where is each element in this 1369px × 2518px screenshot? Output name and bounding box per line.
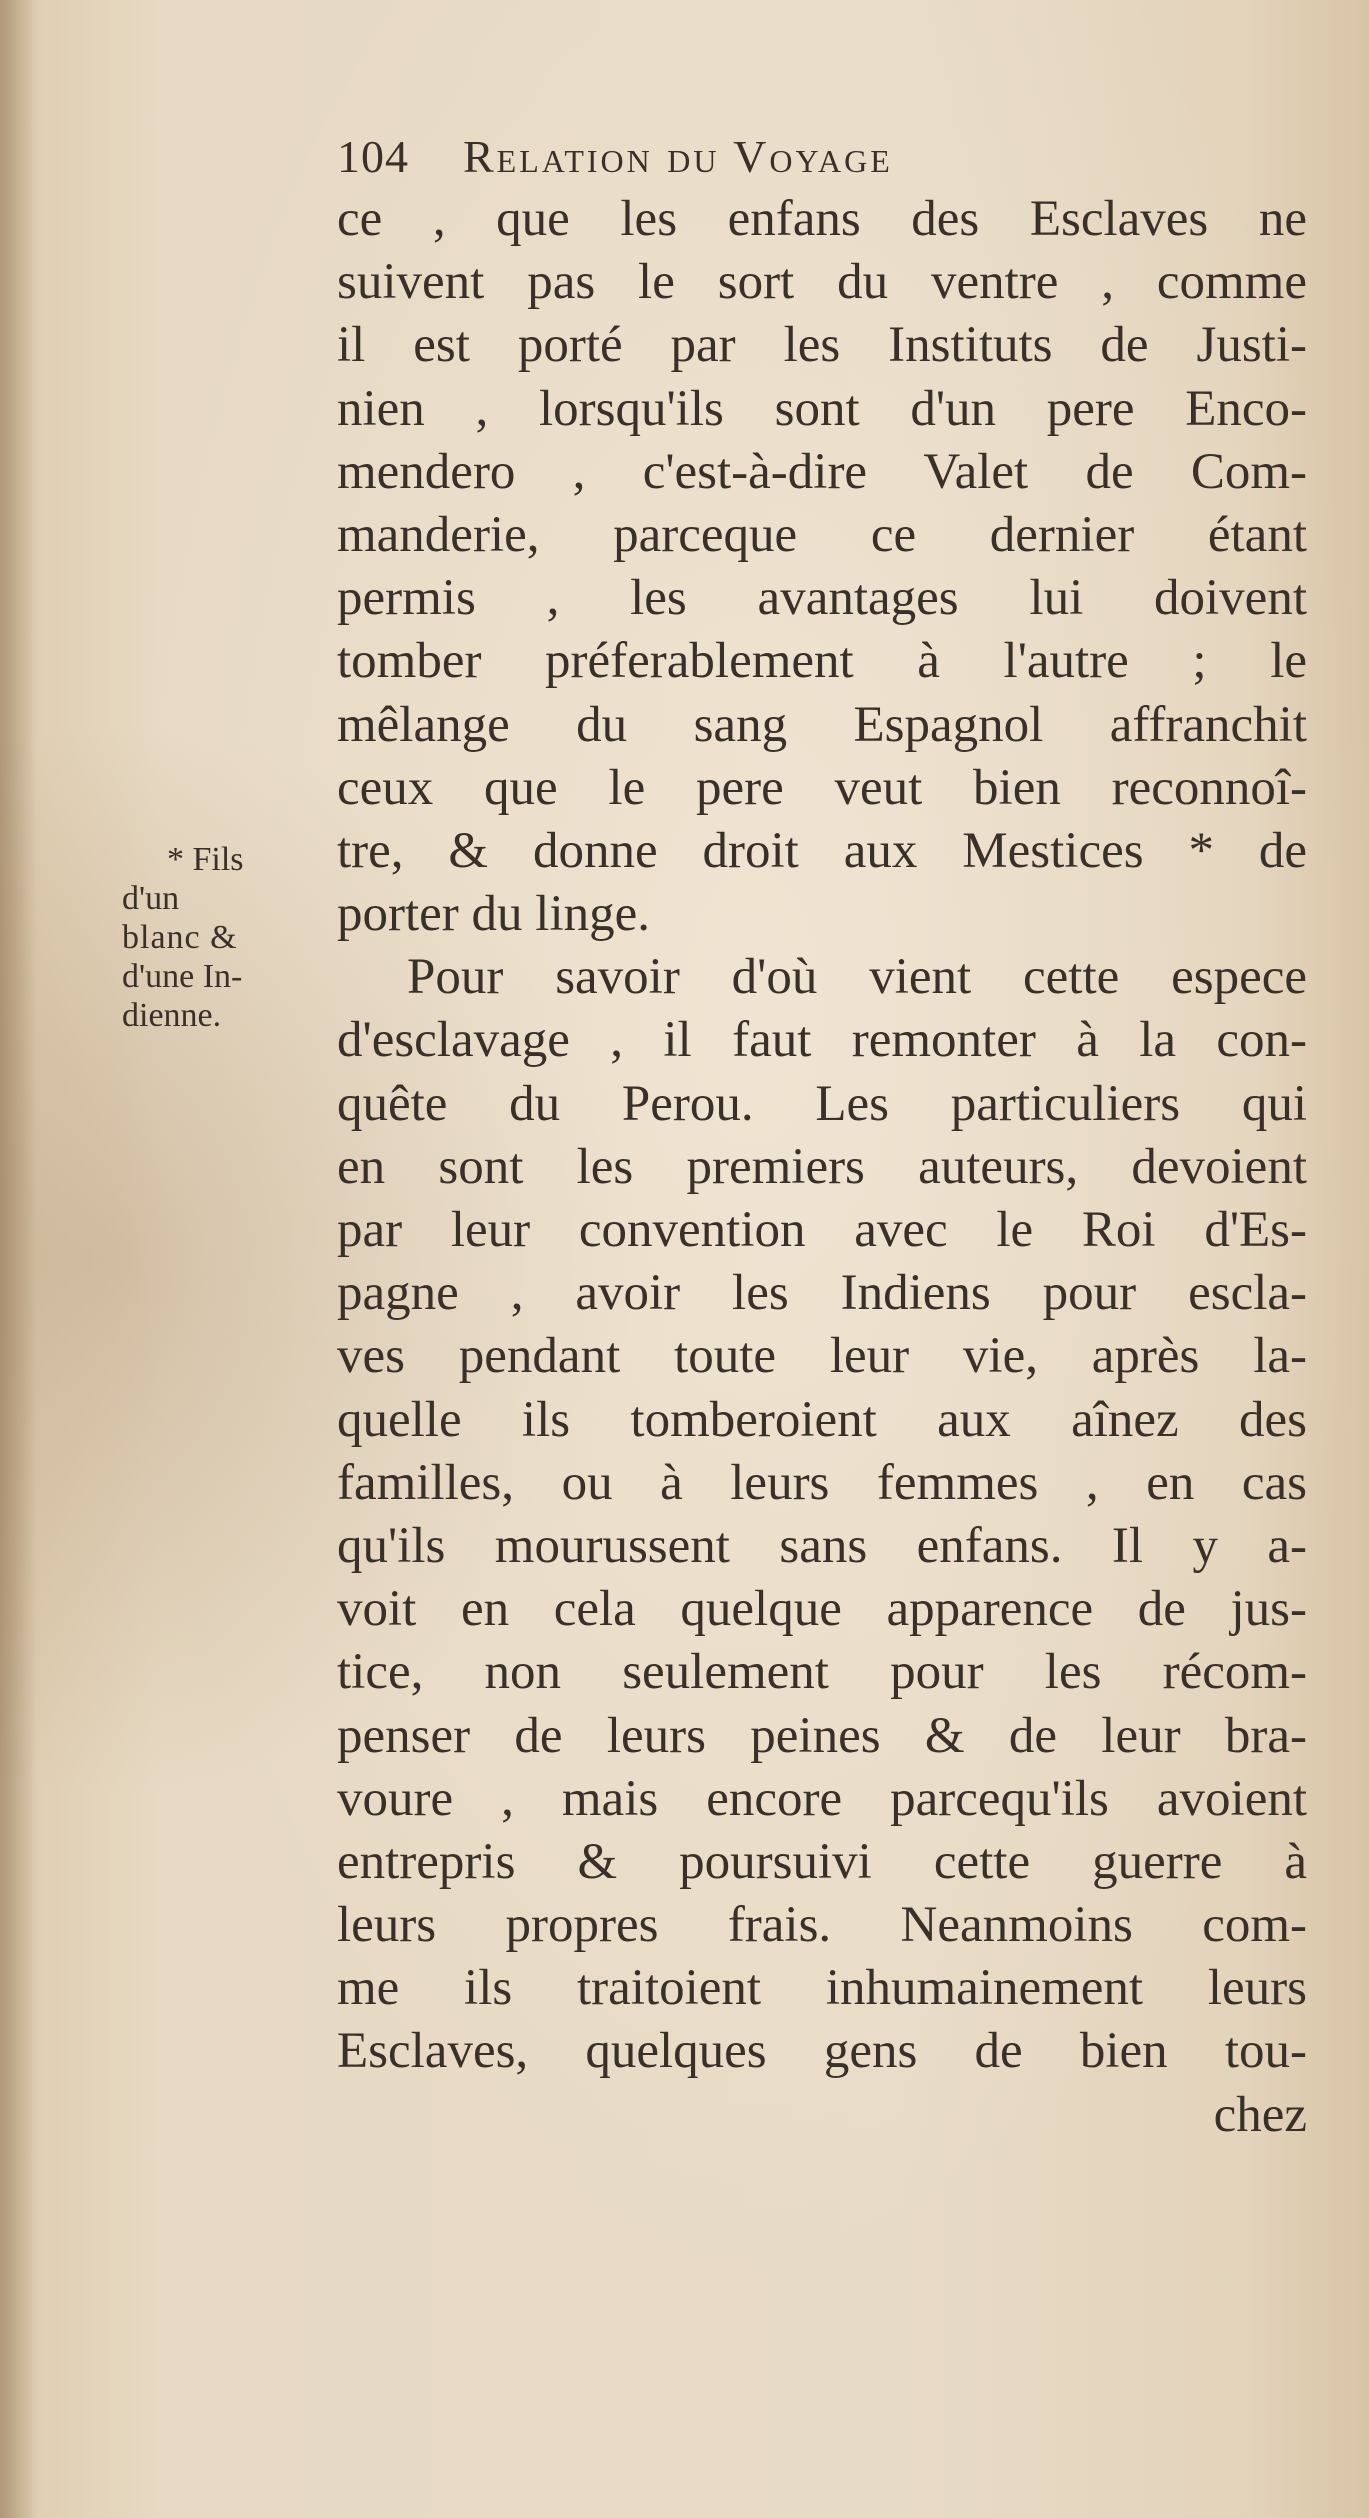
text-line: ves pendant toute leur vie, après la- xyxy=(337,1328,1307,1385)
text-line: ceux que le pere veut bien reconnoî- xyxy=(337,759,1307,816)
text-line: permis , les avantages lui doivent xyxy=(337,570,1307,627)
text-line: d'esclavage , il faut remonter à la con- xyxy=(337,1012,1307,1069)
text-line: en sont les premiers auteurs, devoient xyxy=(337,1138,1307,1195)
text-line: par leur convention avec le Roi d'Es- xyxy=(337,1202,1307,1258)
text-line: tice, non seulement pour les récom- xyxy=(337,1644,1307,1701)
text-line: tre, & donne droit aux Mestices * de xyxy=(337,822,1307,879)
text-line: mendero , c'est-à-dire Valet de Com- xyxy=(337,443,1307,500)
running-title: Relation du Voyage xyxy=(463,131,893,182)
text-line: voure , mais encore parcequ'ils avoient xyxy=(337,1770,1307,1827)
text-line: qu'ils mourussent sans enfans. Il y a- xyxy=(337,1517,1307,1574)
text-line: leurs propres frais. Neanmoins com- xyxy=(337,1897,1307,1954)
margin-note-line: dienne. xyxy=(122,997,222,1034)
margin-note-line: blanc & xyxy=(122,919,238,956)
text-line: tomber préferablement à l'autre ; le xyxy=(337,633,1307,690)
running-head xyxy=(337,130,1237,190)
text-line: nien , lorsqu'ils sont d'un pere Enco- xyxy=(337,380,1307,437)
text-line: quête du Perou. Les particuliers qui xyxy=(337,1075,1307,1132)
page-number: 104 xyxy=(337,131,409,182)
text-line: il est porté par les Instituts de Justi- xyxy=(337,317,1307,374)
binding-shadow xyxy=(0,0,36,2518)
text-line: pagne , avoir les Indiens pour escla- xyxy=(337,1265,1307,1322)
text-line: voit en cela quelque apparence de jus- xyxy=(337,1581,1307,1638)
margin-note xyxy=(122,840,332,1035)
text-line: mêlange du sang Espagnol affranchit xyxy=(337,696,1307,753)
text-line: entrepris & poursuivi cette guerre à xyxy=(337,1833,1307,1890)
text-line: porter du linge. xyxy=(337,886,650,943)
text-line: quelle ils tomberoient aux aînez des xyxy=(337,1391,1307,1448)
margin-note-line: d'une In- xyxy=(122,958,243,995)
text-line: penser de leurs peines & de leur bra- xyxy=(337,1707,1307,1764)
margin-note-line: * Fils xyxy=(167,841,244,878)
body-text xyxy=(337,188,1307,2147)
text-line: me ils traitoient inhumainement leurs xyxy=(337,1960,1307,2017)
text-line: manderie, parceque ce dernier étant xyxy=(337,506,1307,563)
margin-note-line: d'un xyxy=(122,880,180,917)
text-line: ce , que les enfans des Esclaves ne xyxy=(337,191,1307,247)
text-line: Esclaves, quelques gens de bien tou- xyxy=(337,2023,1307,2080)
paragraph-start-line: Pour savoir d'où vient cette espece xyxy=(407,949,1307,1006)
catchword: chez xyxy=(1213,2086,1307,2143)
text-line: familles, ou à leurs femmes , en cas xyxy=(337,1454,1307,1511)
text-line: suivent pas le sort du ventre , comme xyxy=(337,254,1307,311)
